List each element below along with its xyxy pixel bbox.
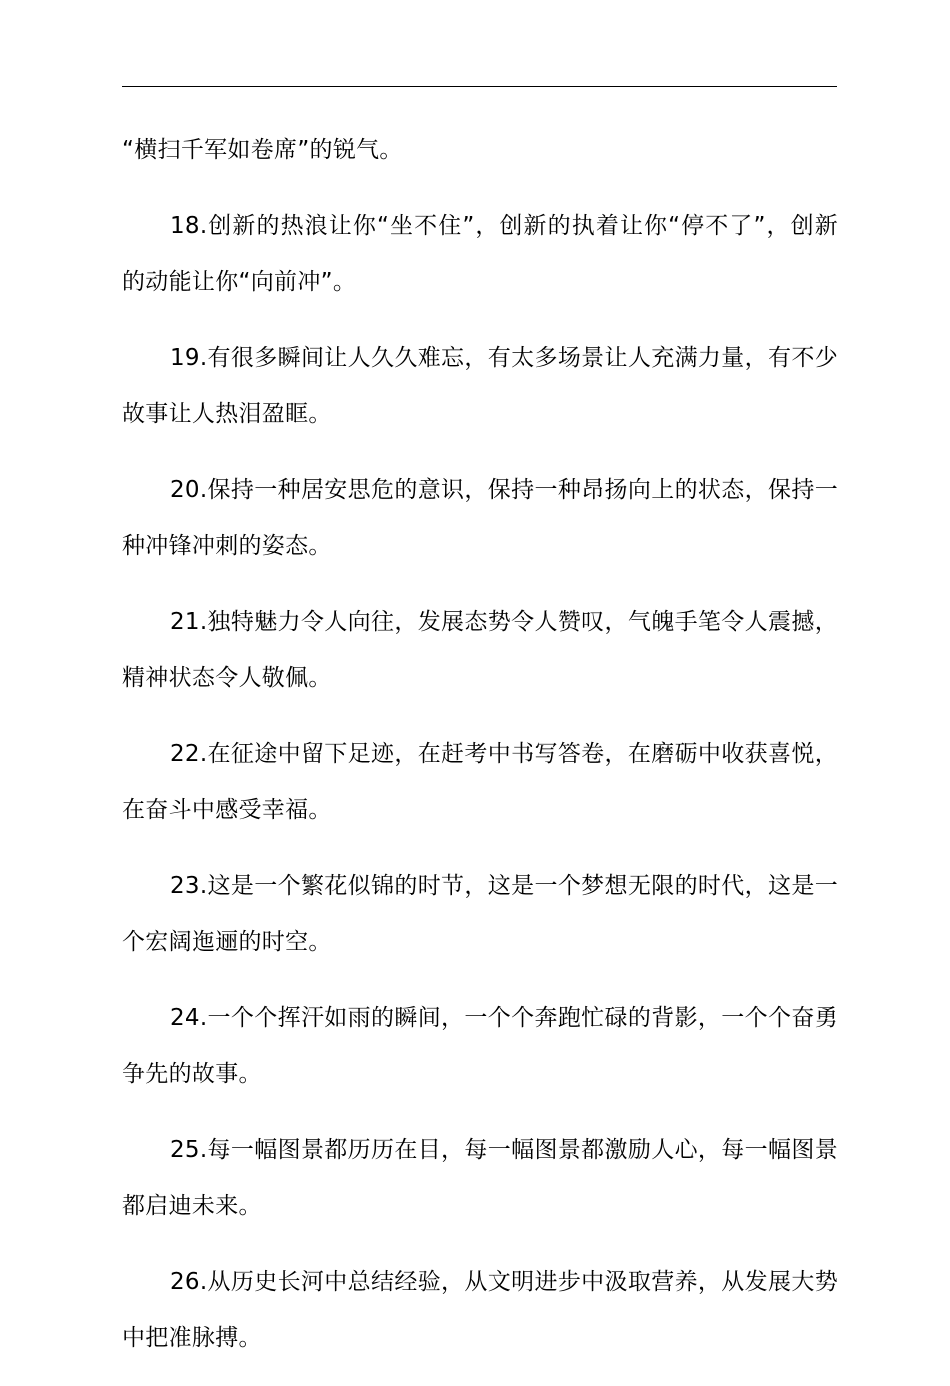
paragraph-22: 22.在征途中留下足迹，在赶考中书写答卷，在磨砺中收获喜悦，在奋斗中感受幸福。 <box>122 741 838 823</box>
paragraph-continuation: “横扫千军如卷席”的锐气。 <box>122 137 403 163</box>
document-body <box>122 122 838 1386</box>
paragraph-25: 25.每一幅图景都历历在目，每一幅图景都激励人心，每一幅图景都启迪未来。 <box>122 1137 838 1219</box>
paragraph-20: 20.保持一种居安思危的意识，保持一种昂扬向上的状态，保持一种冲锋冲刺的姿态。 <box>122 477 838 559</box>
paragraph-18: 18.创新的热浪让你“坐不住”，创新的执着让你“停不了”，创新的动能让你“向前冲”。 <box>122 213 838 295</box>
header-rule <box>122 86 837 87</box>
paragraph-23: 23.这是一个繁花似锦的时节，这是一个梦想无限的时代，这是一个宏阔迤逦的时空。 <box>122 873 838 955</box>
paragraph-19: 19.有很多瞬间让人久久难忘，有太多场景让人充满力量，有不少故事让人热泪盈眶。 <box>122 345 838 427</box>
paragraph-26: 26.从历史长河中总结经验，从文明进步中汲取营养，从发展大势中把准脉搏。 <box>122 1269 838 1351</box>
paragraph-24: 24.一个个挥汗如雨的瞬间，一个个奔跑忙碌的背影，一个个奋勇争先的故事。 <box>122 1005 838 1087</box>
paragraph-21: 21.独特魅力令人向往，发展态势令人赞叹，气魄手笔令人震撼，精神状态令人敬佩。 <box>122 609 838 691</box>
